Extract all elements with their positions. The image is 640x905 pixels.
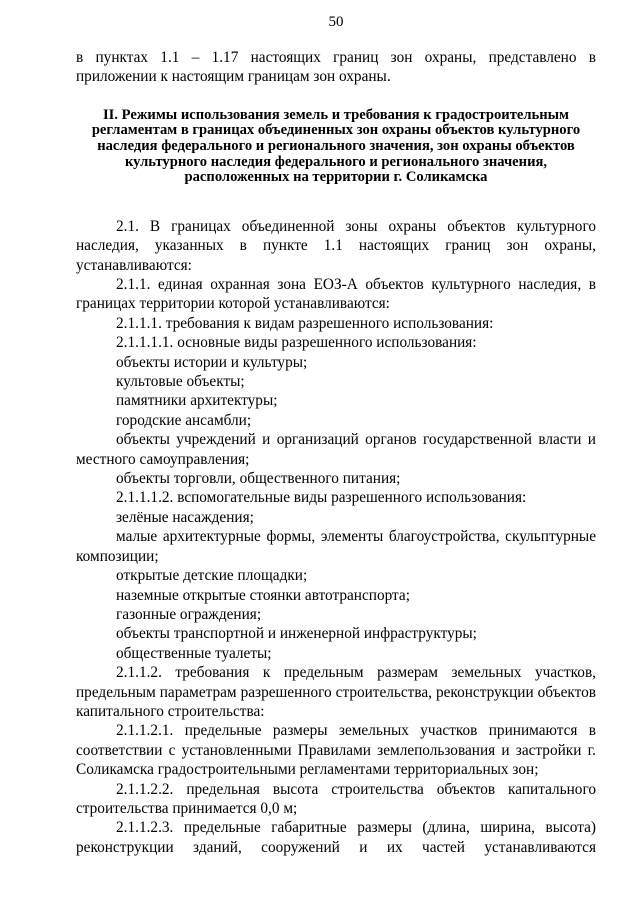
list-item: культовые объекты;	[116, 373, 245, 391]
list-item: наземные открытые стоянки автотранспорта;	[116, 586, 410, 604]
paragraph-2-1-1-1-1: 2.1.1.1.1. основные виды разрешенного использования:	[116, 334, 477, 352]
paragraph-2-1-1-2-3: 2.1.1.2.3. предельные габаритные размеры (длина, ширина, высота) реконструкции зданий, сооружений и их частей устанавливаются	[76, 819, 596, 856]
list-item: общественные туалеты;	[116, 644, 272, 662]
list-item: памятники архитектуры;	[116, 392, 278, 410]
list-item: зелёные насаждения;	[116, 508, 254, 526]
page-number: 50	[328, 14, 344, 30]
paragraph-2-1-1-2: 2.1.1.2. требования к предельным размерам земельных участков, предельным параметрам разрешенного строительства, реконструкции объектов капитального строительства:	[76, 664, 596, 720]
list-item: объекты транспортной и инженерной инфраструктуры;	[116, 625, 477, 643]
paragraph-2-1-1-2-1: 2.1.1.2.1. предельные размеры земельных участков принимаются в соответствии с установленными Правилами землепользования и застройки г. Соликамска градостроительными регламентами территориальных зон;	[76, 722, 596, 779]
list-item: объекты торговли, общественного питания;	[116, 470, 401, 488]
paragraph-2-1-1-2-2: 2.1.1.2.2. предельная высота строительства объектов капитального строительства принимается 0,0 м;	[76, 780, 596, 817]
list-item: объекты истории и культуры;	[116, 353, 308, 371]
paragraph-2-1-1-1-2: 2.1.1.1.2. вспомогательные виды разрешенного использования:	[116, 489, 527, 507]
section-heading: II. Режимы использования земель и требования к градостроительным регламентам в границах объединенных зон охраны объектов культурного наследия федерального и регионального значения, зон охраны объектов культурного наследия федерального и регионального значения, расположенных на территории г. Соликамска	[91, 106, 581, 186]
intro-paragraph: в пунктах 1.1 – 1.17 настоящих границ зон охраны, представлено в приложении к настоящим границам зон охраны.	[76, 49, 596, 86]
list-item: газонные ограждения;	[116, 605, 262, 623]
paragraph-2-1-1-1: 2.1.1.1. требования к видам разрешенного использования:	[116, 314, 494, 332]
paragraph-2-1: 2.1. В границах объединенной зоны охраны объектов культурного наследия, указанных в пункте 1.1 настоящих границ зон охраны, устанавливаются:	[76, 217, 596, 274]
list-item: малые архитектурные формы, элементы благоустройства, скульптурные композиции;	[76, 528, 596, 565]
list-item: объекты учреждений и организаций органов государственной власти и местного самоуправления;	[76, 431, 596, 468]
list-item: городские ансамбли;	[116, 411, 252, 429]
paragraph-2-1-1: 2.1.1. единая охранная зона ЕОЗ-А объектов культурного наследия, в границах территории которой устанавливаются:	[76, 276, 596, 313]
section-body	[76, 217, 596, 857]
list-item: открытые детские площадки;	[116, 567, 308, 585]
